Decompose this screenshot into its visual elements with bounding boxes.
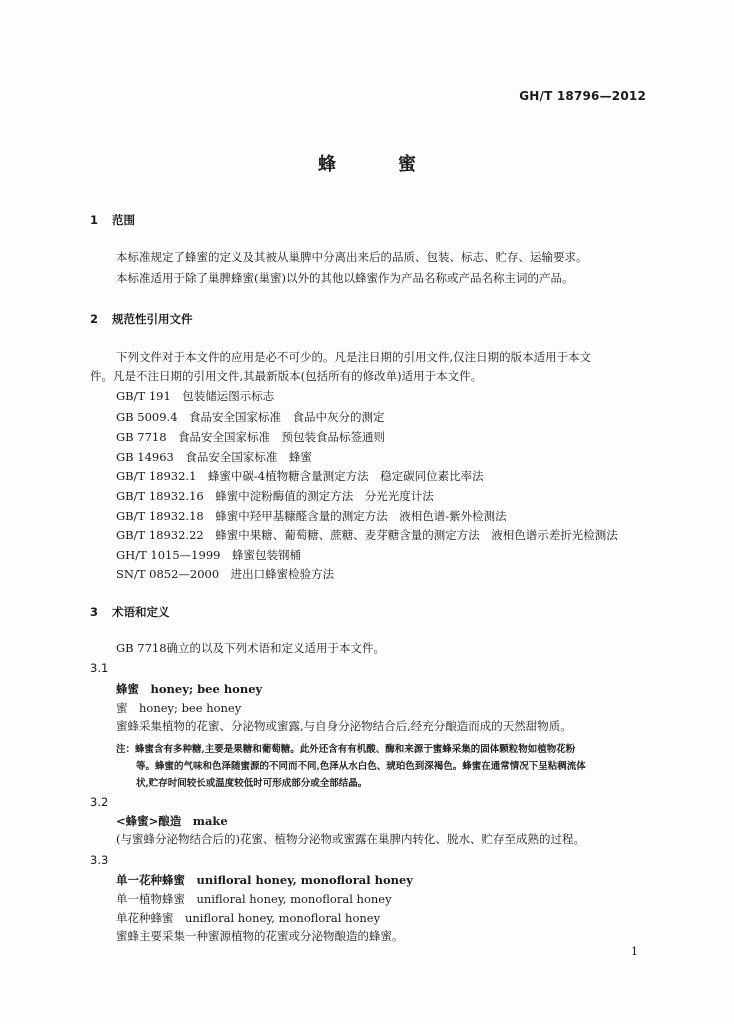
page-title xyxy=(0,150,734,176)
section-2-intro-line-2: 件。凡是不注日期的引用文件,其最新版本(包括所有的修改单)适用于本文件。 xyxy=(90,369,483,383)
clause-3-3-definition: 蜜蜂主要采集一种蜜源植物的花蜜或分泌物酿造的蜂蜜。 xyxy=(116,929,404,943)
section-3-intro: GB 7718确立的以及下列术语和定义适用于本文件。 xyxy=(116,641,386,655)
reference-item: SN/T 0852—2000 进出口蜂蜜检验方法 xyxy=(116,567,335,581)
section-1-heading xyxy=(90,212,135,228)
reference-item: GB 7718 食品安全国家标准 预包装食品标签通则 xyxy=(116,430,386,444)
clause-3-3-term: 单一花种蜂蜜 unifloral honey, monofloral honey xyxy=(116,873,413,887)
clause-3-2-term: <蜂蜜>酿造 make xyxy=(116,814,228,828)
clause-3-1-term: 蜂蜜 honey; bee honey xyxy=(116,682,263,696)
clause-3-2-number: 3.2 xyxy=(90,795,109,809)
title-char-1: 蜂 xyxy=(318,154,336,175)
section-3-title: 术语和定义 xyxy=(112,605,170,619)
section-3-number: 3 xyxy=(90,605,99,619)
clause-3-1-note-line-1: 注：蜂蜜含有多种糖,主要是果糖和葡萄糖。此外还含有有机酸、酶和来源于蜜蜂采集的固体颗粒物如植物花粉 xyxy=(116,744,576,755)
title-char-2: 蜜 xyxy=(398,154,416,175)
section-2-number: 2 xyxy=(90,312,99,326)
section-1-title: 范围 xyxy=(112,213,135,227)
section-1-paragraph-1: 本标准规定了蜂蜜的定义及其被从巢脾中分离出来后的品质、包装、标志、贮存、运输要求。 xyxy=(116,250,588,264)
section-1-number: 1 xyxy=(90,213,99,227)
reference-item: GH/T 1015—1999 蜂蜜包装钢桶 xyxy=(116,548,301,562)
standard-code: GH/T 18796—2012 xyxy=(519,89,646,103)
reference-item: GB/T 18932.1 蜂蜜中碳-4植物糖含量测定方法 稳定碳同位素比率法 xyxy=(116,469,484,483)
reference-item: GB/T 18932.18 蜂蜜中羟甲基糠醛含量的测定方法 液相色谱-紫外检测法 xyxy=(116,509,507,523)
page-number: 1 xyxy=(631,945,638,958)
section-2-intro-line-1: 下列文件对于本文件的应用是必不可少的。凡是注日期的引用文件,仅注日期的版本适用于本文 xyxy=(116,350,592,364)
clause-3-3-alt-term-2: 单花种蜂蜜 unifloral honey, monofloral honey xyxy=(116,911,381,925)
clause-3-1-note-line-3: 状,贮存时间较长或温度较低时可形成部分或全部结晶。 xyxy=(136,778,368,789)
reference-item: GB/T 191 包装储运图示标志 xyxy=(116,389,275,403)
reference-item: GB/T 18932.22 蜂蜜中果糖、葡萄糖、蔗糖、麦芽糖含量的测定方法 液相色谱示差折光检测法 xyxy=(116,528,618,542)
reference-item: GB 5009.4 食品安全国家标准 食品中灰分的测定 xyxy=(116,410,385,424)
clause-3-3-number: 3.3 xyxy=(90,853,109,867)
reference-item: GB 14963 食品安全国家标准 蜂蜜 xyxy=(116,450,312,464)
clause-3-1-definition: 蜜蜂采集植物的花蜜、分泌物或蜜露,与自身分泌物结合后,经充分酿造而成的天然甜物质。 xyxy=(116,719,572,733)
section-3-heading xyxy=(90,604,170,620)
section-2-title: 规范性引用文件 xyxy=(112,312,193,326)
section-1-paragraph-2: 本标准适用于除了巢脾蜂蜜(巢蜜)以外的其他以蜂蜜作为产品名称或产品名称主词的产品。 xyxy=(116,271,574,285)
section-2-heading xyxy=(90,311,193,327)
clause-3-1-alt-term: 蜜 honey; bee honey xyxy=(116,701,242,715)
clause-3-3-alt-term-1: 单一植物蜂蜜 unifloral honey, monofloral honey xyxy=(116,892,392,906)
reference-item: GB/T 18932.16 蜂蜜中淀粉酶值的测定方法 分光光度计法 xyxy=(116,489,434,503)
clause-3-2-definition: (与蜜蜂分泌物结合后的)花蜜、植物分泌物或蜜露在巢脾内转化、脱水、贮存至成熟的过程。 xyxy=(116,832,585,846)
clause-3-1-note-line-2: 等。蜂蜜的气味和色泽随蜜源的不同而不同,色泽从水白色、琥珀色到深褐色。蜂蜜在通常情况下呈粘稠流体 xyxy=(136,761,586,772)
clause-3-1-number: 3.1 xyxy=(90,661,109,675)
